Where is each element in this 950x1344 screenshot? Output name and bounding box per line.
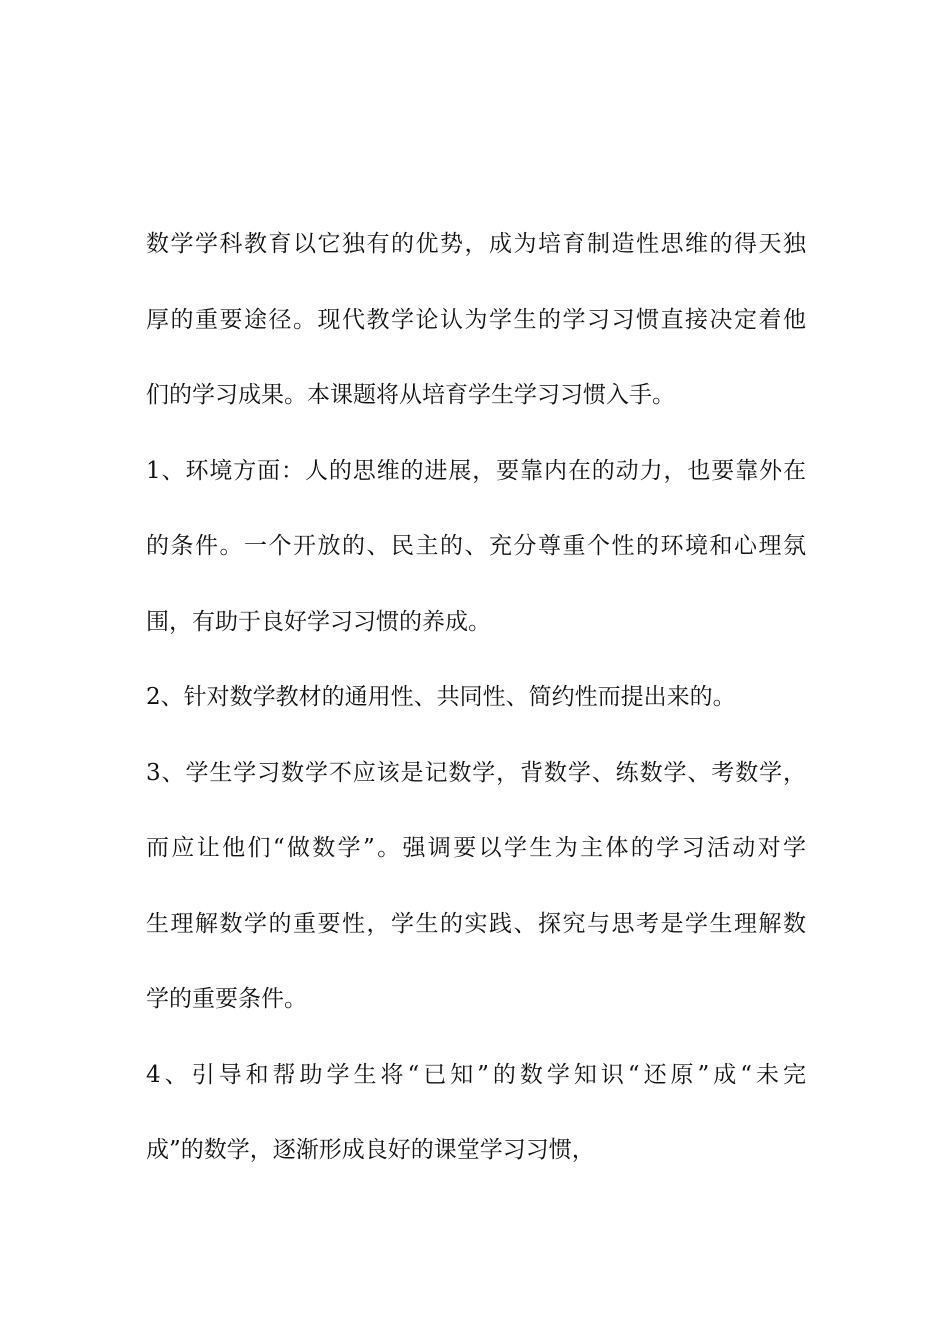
- text-line: 4、引导和帮助学生将“已知”的数学知识“还原”成“未完: [146, 1061, 806, 1088]
- text-line: 围，有助于良好学习习惯的养成。: [146, 608, 491, 635]
- text-line: 的条件。一个开放的、民主的、充分尊重个性的环境和心理氛: [146, 533, 806, 559]
- text-line: 成”的数学，逐渐形成良好的课堂学习习惯，: [146, 1137, 595, 1163]
- text-line: 2、针对数学教材的通用性、共同性、简约性而提出来的。: [146, 684, 736, 710]
- text-line: 1、环境方面：人的思维的进展，要靠内在的动力，也要靠外在: [146, 457, 806, 484]
- text-line: 而应让他们“做数学”。强调要以学生为主体的学习活动对学: [146, 835, 806, 861]
- text-line: 数学学科教育以它独有的优势，成为培育制造性思维的得天独: [146, 231, 806, 257]
- text-line: 生理解数学的重要性，学生的实践、探究与思考是学生理解数: [146, 910, 806, 937]
- text-line: 们的学习成果。本课题将从培育学生学习习惯入手。: [146, 382, 675, 408]
- text-line: 3、学生学习数学不应该是记数学，背数学、练数学、考数学，: [146, 759, 806, 786]
- text-line: 厚的重要途径。现代教学论认为学生的学习习惯直接决定着他: [146, 306, 806, 333]
- document-body: [146, 207, 806, 1189]
- text-line: 学的重要条件。: [146, 986, 307, 1012]
